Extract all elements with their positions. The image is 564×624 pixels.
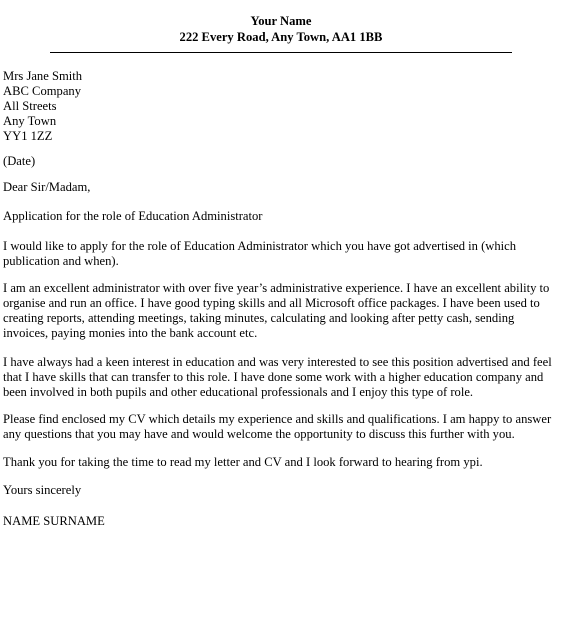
body-paragraph-cv: Please find enclosed my CV which details my experience and skills and qualifications. I am happy to answer any questions that you may have and would welcome the opportunity to discuss this further with you.: [3, 412, 552, 441]
recipient-address: [3, 69, 559, 144]
body-paragraph-interest: I have always had a keen interest in education and was very interested to see this position advertised and feel that I have skills that can transfer to this role. I have done some work with a higher education company and been involved in both pupils and other educational professionals and I enjoy this type of role.: [3, 355, 552, 399]
cover-letter: [3, 13, 559, 529]
recipient-street: All Streets: [3, 99, 57, 113]
signature-name: NAME SURNAME: [3, 514, 105, 528]
body-paragraph-closing: Thank you for taking the time to read my letter and CV and I look forward to hearing from ypi.: [3, 455, 483, 469]
recipient-company: ABC Company: [3, 84, 82, 98]
letter-header: [43, 13, 519, 45]
salutation: Dear Sir/Madam,: [3, 180, 91, 194]
subject-line: Application for the role of Education Administrator: [3, 209, 263, 223]
recipient-town: Any Town: [3, 114, 57, 128]
sender-address: 222 Every Road, Any Town, AA1 1BB: [179, 30, 383, 44]
sign-off: Yours sincerely: [3, 483, 82, 497]
recipient-name: Mrs Jane Smith: [3, 69, 83, 83]
recipient-postcode: YY1 1ZZ: [3, 129, 53, 143]
sender-name: Your Name: [250, 14, 312, 28]
body-paragraph-experience: I am an excellent administrator with over five year’s administrative experience. I have an excellent ability to organise and run an office. I have good typing skills and all Microsoft office packages. I have been used to creating reports, attending meetings, taking minutes, calculating and looking after petty cash, sending invoices, paying monies into the bank account etc.: [3, 281, 550, 340]
letter-date: (Date): [3, 154, 36, 168]
header-divider: [50, 52, 512, 53]
body-paragraph-intro: I would like to apply for the role of Education Administrator which you have got advertised in (which publication and when).: [3, 239, 517, 268]
